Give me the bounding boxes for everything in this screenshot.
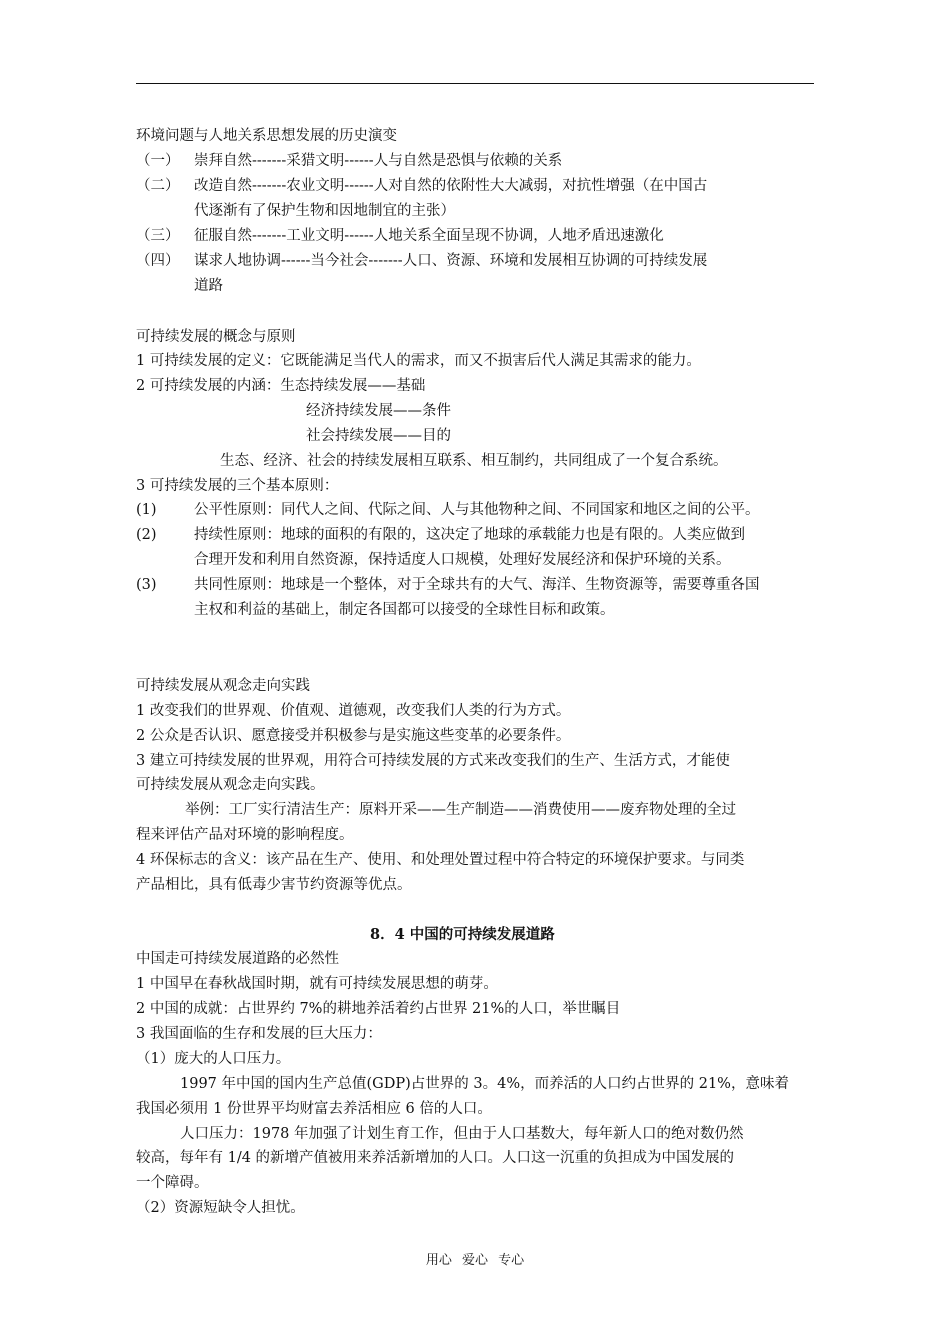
paragraph-cont: 产品相比，具有低毒少害节约资源等优点。 [136, 877, 412, 893]
subheading: （2）资源短缺令人担忧。 [136, 1200, 305, 1216]
chapter-heading: 8．4 中国的可持续发展道路 [370, 926, 555, 943]
list-marker: （二） [136, 178, 180, 194]
principle-item [136, 575, 760, 595]
paragraph: 3 我国面临的生存和发展的巨大压力： [136, 1026, 382, 1042]
list-marker: （三） [136, 228, 180, 244]
paragraph-cont: 较高，每年有 1/4 的新增产值被用来养活新增加的人口。人口这一沉重的负担成为中国发展的 [136, 1150, 735, 1166]
header-rule [136, 83, 814, 84]
principle-item [136, 525, 745, 545]
list-marker: （一） [136, 153, 180, 169]
example-cont: 程来评估产品对环境的影响程度。 [136, 827, 354, 843]
list-text-cont: 合理开发和利用自然资源，保持适度人口规模，处理好发展经济和保护环境的关系。 [194, 552, 731, 568]
section-title: 中国走可持续发展道路的必然性 [136, 951, 339, 967]
principle-item [136, 500, 760, 520]
list-marker: (1) [136, 502, 157, 518]
section-title: 环境问题与人地关系思想发展的历史演变 [136, 128, 397, 144]
paragraph: 1 中国早在春秋战国时期，就有可持续发展思想的萌芽。 [136, 976, 498, 992]
paragraph-cont: 一个障碍。 [136, 1175, 209, 1191]
section-title: 可持续发展从观念走向实践 [136, 678, 310, 694]
section-title: 可持续发展的概念与原则 [136, 329, 296, 345]
paragraph: 1997 年中国的国内生产总值(GDP)占世界的 3。4%，而养活的人口约占世界的 21%，意味着 [180, 1076, 789, 1092]
list-marker: (3) [136, 577, 157, 593]
subheading: （1）庞大的人口压力。 [136, 1051, 291, 1067]
paragraph-cont: 可持续发展从观念走向实践。 [136, 777, 325, 793]
list-text-cont: 代逐渐有了保护生物和因地制宜的主张） [194, 203, 455, 219]
paragraph: 2 公众是否认识、愿意接受并积极参与是实施这些变革的必要条件。 [136, 728, 571, 744]
list-text: 共同性原则：地球是一个整体，对于全球共有的大气、海洋、生物资源等，需要尊重各国 [194, 577, 760, 593]
paragraph: 4 环保标志的含义：该产品在生产、使用、和处理处置过程中符合特定的环境保护要求。与同类 [136, 852, 745, 868]
list-text: 征服自然-------工业文明------人地关系全面呈现不协调，人地矛盾迅速激化 [194, 228, 664, 244]
principles-title: 3 可持续发展的三个基本原则： [136, 478, 339, 494]
list-marker: (2) [136, 527, 157, 543]
list-item [136, 251, 707, 271]
list-text: 崇拜自然-------采猎文明------人与自然是恐惧与依赖的关系 [194, 153, 563, 169]
paragraph: 3 建立可持续发展的世界观，用符合可持续发展的方式来改变我们的生产、生活方式，才能使 [136, 753, 730, 769]
connotation-item: 社会持续发展——目的 [306, 428, 451, 444]
example: 举例：工厂实行清洁生产：原料开采——生产制造——消费使用——废弃物处理的全过 [185, 802, 736, 818]
list-text: 谋求人地协调------当今社会-------人口、资源、环境和发展相互协调的可持续发展 [194, 253, 708, 269]
list-text: 改造自然-------农业文明------人对自然的依附性大大减弱，对抗性增强（在中国古 [194, 178, 708, 194]
list-item [136, 151, 562, 171]
connotation-summary: 生态、经济、社会的持续发展相互联系、相互制约，共同组成了一个复合系统。 [220, 453, 728, 469]
connotation-item: 经济持续发展——条件 [306, 403, 451, 419]
list-item [136, 226, 664, 246]
paragraph: 人口压力：1978 年加强了计划生育工作，但由于人口基数大，每年新人口的绝对数仍然 [180, 1126, 744, 1142]
list-text-cont: 主权和利益的基础上，制定各国都可以接受的全球性目标和政策。 [194, 602, 615, 618]
list-text: 持续性原则：地球的面积的有限的，这决定了地球的承载能力也是有限的。人类应做到 [194, 527, 745, 543]
paragraph: 2 中国的成就：占世界约 7%的耕地养活着约占世界 21%的人口，举世瞩目 [136, 1001, 621, 1017]
connotation: 2 可持续发展的内涵：生态持续发展——基础 [136, 378, 426, 394]
list-item [136, 176, 707, 196]
list-text-cont: 道路 [194, 278, 223, 294]
list-text: 公平性原则：同代人之间、代际之间、人与其他物种之间、不同国家和地区之间的公平。 [194, 502, 760, 518]
list-marker: （四） [136, 253, 180, 269]
page-footer: 用心 爱心 专心 [425, 1253, 525, 1268]
paragraph-cont: 我国必须用 1 份世界平均财富去养活相应 6 倍的人口。 [136, 1101, 492, 1117]
definition: 1 可持续发展的定义：它既能满足当代人的需求，而又不损害后代人满足其需求的能力。 [136, 353, 701, 369]
paragraph: 1 改变我们的世界观、价值观、道德观，改变我们人类的行为方式。 [136, 703, 571, 719]
